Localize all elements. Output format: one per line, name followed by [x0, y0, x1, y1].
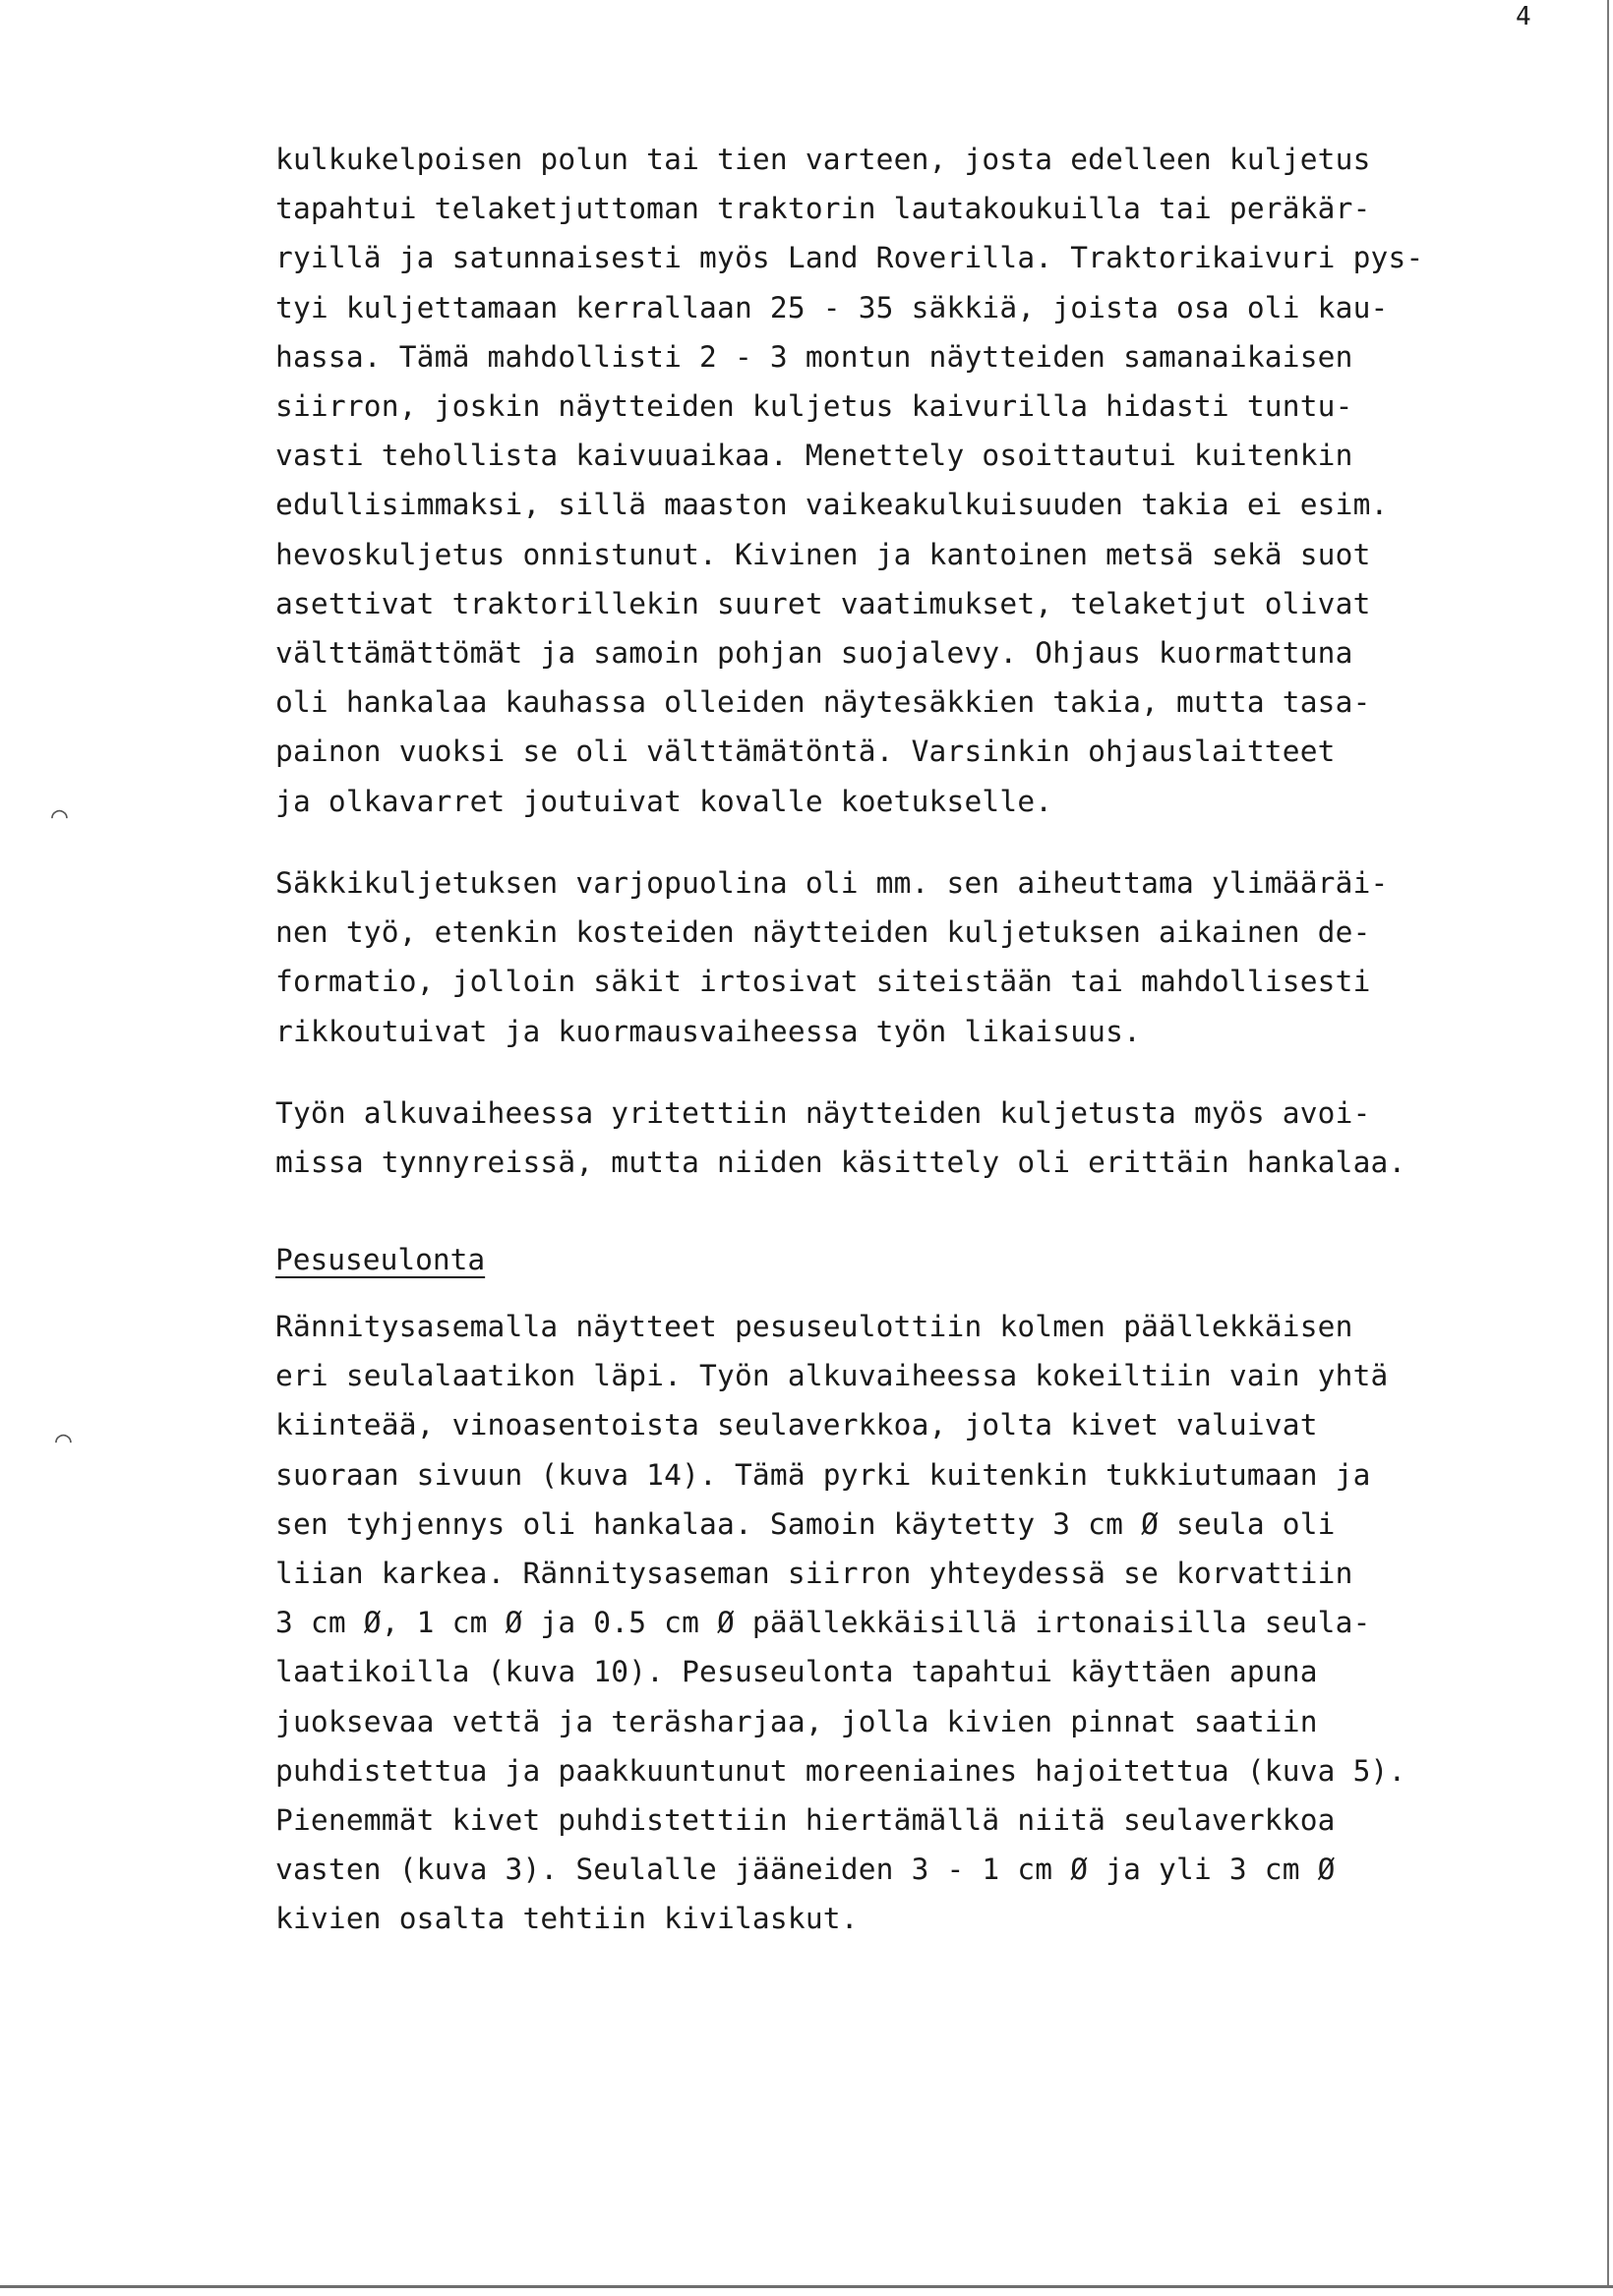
section-heading: Pesuseulonta: [275, 1243, 486, 1276]
text-line: ryillä ja satunnaisesti myös Land Roverilla. Traktorikaivuri pys-: [275, 241, 1424, 275]
text-line: Työn alkuvaiheessa yritettiin näytteiden kuljetusta myös avoi-: [275, 1096, 1371, 1130]
text-line: laatikoilla (kuva 10). Pesuseulonta tapahtui käyttäen apuna: [275, 1655, 1318, 1689]
text-line: formatio, jolloin säkit irtosivat siteistään tai mahdollisesti: [275, 965, 1371, 999]
text-line: ja olkavarret joutuivat kovalle koetukselle.: [275, 784, 1053, 818]
text-line: vasti tehollista kaivuuaikaa. Menettely osoittautui kuitenkin: [275, 439, 1353, 473]
text-line: vasten (kuva 3). Seulalle jääneiden 3 - 1 cm Ø ja yli 3 cm Ø: [275, 1853, 1336, 1887]
text-line: kiinteää, vinoasentoista seulaverkkoa, jolta kivet valuivat: [275, 1408, 1318, 1442]
text-line: 3 cm Ø, 1 cm Ø ja 0.5 cm Ø päällekkäisillä irtonaisilla seula-: [275, 1606, 1371, 1640]
text-line: tyi kuljettamaan kerrallaan 25 - 35 säkkiä, joista osa oli kau-: [275, 290, 1389, 324]
page-frame-right: [1607, 0, 1609, 2286]
paragraph-barrels: [275, 1089, 1583, 1187]
text-line: sen tyhjennys oli hankalaa. Samoin käytetty 3 cm Ø seula oli: [275, 1506, 1336, 1541]
margin-mark: ⌒: [55, 1423, 72, 1455]
text-line: painon vuoksi se oli välttämätöntä. Varsinkin ohjauslaitteet: [275, 735, 1336, 769]
text-line: eri seulalaatikon läpi. Työn alkuvaiheessa kokeiltiin vain yhtä: [275, 1359, 1389, 1393]
text-line: siirron, joskin näytteiden kuljetus kaivurilla hidasti tuntu-: [275, 389, 1353, 424]
page-frame-bottom: [0, 2285, 1613, 2288]
text-line: hassa. Tämä mahdollisti 2 - 3 montun näytteiden samanaikaisen: [275, 339, 1353, 374]
text-line: kivien osalta tehtiin kivilaskut.: [275, 1902, 859, 1936]
text-line: Säkkikuljetuksen varjopuolina oli mm. sen aiheuttama ylimääräi-: [275, 866, 1389, 900]
text-line: missa tynnyreissä, mutta niiden käsittely oli erittäin hankalaa.: [275, 1146, 1406, 1180]
text-line: oli hankalaa kauhassa olleiden näytesäkkien takia, mutta tasa-: [275, 685, 1371, 720]
text-line: nen työ, etenkin kosteiden näytteiden kuljetuksen aikainen de-: [275, 915, 1371, 950]
paragraph-transport: [275, 135, 1583, 826]
text-line: kulkukelpoisen polun tai tien varteen, josta edelleen kuljetus: [275, 143, 1371, 176]
paragraph-sack-drawbacks: [275, 858, 1583, 1056]
text-line: hevoskuljetus onnistunut. Kivinen ja kantoinen metsä sekä suot: [275, 537, 1371, 571]
text-line: välttämättömät ja samoin pohjan suojalevy. Ohjaus kuormattuna: [275, 636, 1353, 671]
text-line: edullisimmaksi, sillä maaston vaikeakulkuisuuden takia ei esim.: [275, 488, 1389, 522]
text-line: suoraan sivuun (kuva 14). Tämä pyrki kuitenkin tukkiutumaan ja: [275, 1457, 1371, 1492]
text-line: liian karkea. Rännitysaseman siirron yhteydessä se korvattiin: [275, 1557, 1353, 1591]
text-line: Rännitysasemalla näytteet pesuseulottiin kolmen päällekkäisen: [275, 1310, 1353, 1343]
paragraph-wash-sieving: [275, 1302, 1583, 1944]
text-line: asettivat traktorillekin suuret vaatimukset, telaketjut olivat: [275, 586, 1371, 620]
text-line: tapahtui telaketjuttoman traktorin lautakoukuilla tai peräkär-: [275, 192, 1371, 226]
page-number: 4: [1516, 2, 1531, 31]
text-line: Pienemmät kivet puhdistettiin hiertämällä niitä seulaverkkoa: [275, 1803, 1336, 1838]
text-line: juoksevaa vettä ja teräsharjaa, jolla kivien pinnat saatiin: [275, 1704, 1318, 1738]
text-line: rikkoutuivat ja kuormausvaiheessa työn likaisuus.: [275, 1014, 1142, 1048]
margin-mark: ⌒: [51, 798, 68, 831]
text-line: puhdistettua ja paakkuuntunut moreeniaines hajoitettua (kuva 5).: [275, 1753, 1406, 1788]
